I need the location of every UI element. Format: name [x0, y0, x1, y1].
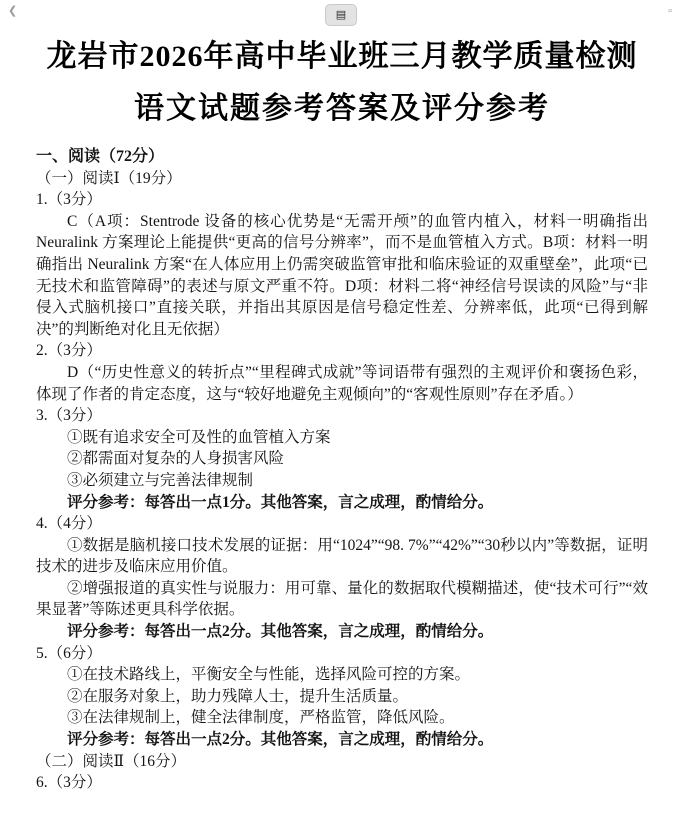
question-number: 6.（3分） — [36, 774, 102, 792]
answer-item: ①既有追求安全可及性的血管植入方案 — [67, 428, 331, 446]
document-title-line2: 语文试题参考答案及评分参考 — [134, 92, 550, 125]
answer-item: ②都需面对复杂的人身损害风险 — [67, 450, 285, 468]
subsection-heading: （一）阅读Ⅰ（19分） — [36, 169, 182, 187]
section-heading: 一、阅读（72分） — [36, 148, 165, 165]
document-body — [36, 146, 648, 794]
document-page — [36, 30, 648, 794]
viewer-toolbar-button[interactable] — [325, 4, 357, 26]
question-number: 2.（3分） — [36, 342, 102, 360]
scoring-note: 评分参考：每答出一点2分。其他答案，言之成理，酌情给分。 — [67, 623, 494, 641]
answer-item: ③必须建立与完善法律规制 — [67, 471, 254, 489]
document-title-line1: 龙岩市2026年高中毕业班三月教学质量检测 — [46, 40, 638, 73]
subsection-heading: （二）阅读Ⅱ（16分） — [36, 752, 187, 770]
answer-item: ③在法律规制上，健全法律制度，严格监管，降低风险。 — [67, 709, 455, 727]
question-number: 4.（4分） — [36, 515, 102, 533]
page-corner-right-icon: ▫ — [668, 5, 672, 17]
scoring-note: 评分参考：每答出一点2分。其他答案，言之成理，酌情给分。 — [67, 731, 494, 749]
answer-paragraph: ②增强报道的真实性与说服力：用可靠、量化的数据取代模糊描述，使“技术可行”“效果显著”等陈述更具科学依据。 — [36, 579, 648, 619]
answer-paragraph: ①数据是脑机接口技术发展的证据：用“1024”“98. 7%”“42%”“30秒以内”等数据，证明技术的进步及临床应用价值。 — [36, 536, 648, 576]
question-number: 3.（3分） — [36, 407, 102, 425]
scoring-note: 评分参考：每答出一点1分。其他答案，言之成理，酌情给分。 — [67, 493, 494, 511]
answer-item: ①在技术路线上，平衡安全与性能，选择风险可控的方案。 — [67, 666, 471, 684]
viewer-top-strip — [0, 0, 682, 30]
page-corner-left-icon: ❮ — [8, 5, 18, 17]
document-icon: ▤ — [335, 8, 347, 21]
question-number: 5.（6分） — [36, 644, 102, 662]
question-number: 1.（3分） — [36, 191, 102, 209]
answer-item: ②在服务对象上，助力残障人士，提升生活质量。 — [67, 687, 409, 705]
answer-paragraph: D（“历史性意义的转折点”“里程碑式成就”等词语带有强烈的主观评价和褒扬色彩，体现了作者的肯定态度，这与“较好地避免主观倾向”的“客观性原则”存在矛盾。） — [36, 363, 648, 403]
answer-paragraph: C（A项：Stentrode 设备的核心优势是“无需开颅”的血管内植入，材料一明确指出 Neuralink 方案理论上能提供“更高的信号分辨率”，而不是血管植入方式。B项：材料一明确指出 Neuralink 方案“在人体应用上仍需突破监管审批和临床验证的双重壁垒”，此项“已无技术和监管障碍”的表述与原文严重不符。D项：材料二将“神经信号误读的风险”与“非侵入式脑机接口”直接关联，并指出其原因是信号稳定性差、分辨率低，此项“已得到解决”的判断绝对化且无依据） — [36, 212, 648, 338]
